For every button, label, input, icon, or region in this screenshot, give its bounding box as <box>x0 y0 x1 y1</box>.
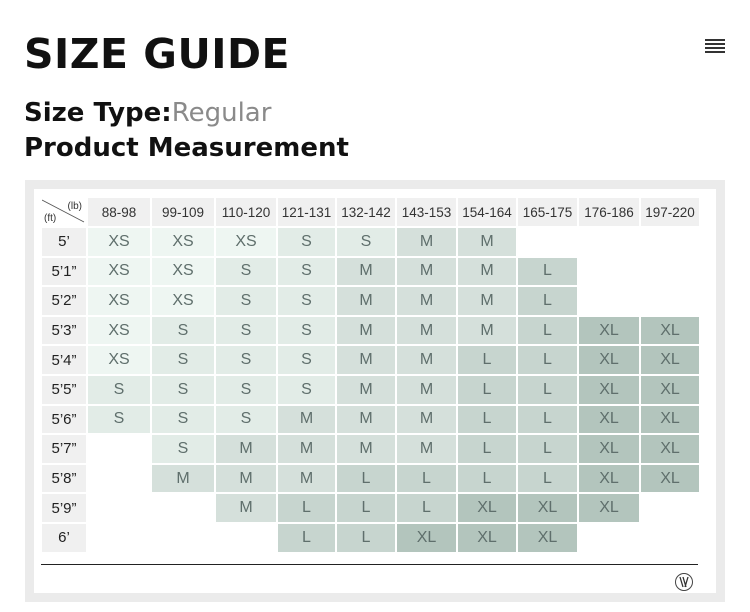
empty-cell <box>88 524 150 552</box>
size-chart-card <box>34 189 716 593</box>
size-cell: M <box>397 258 456 286</box>
empty-cell <box>641 287 699 315</box>
weight-column-header: 154-164 <box>458 198 516 226</box>
size-cell: M <box>337 287 395 315</box>
size-cell: S <box>216 317 276 345</box>
size-cell: XS <box>88 287 150 315</box>
size-cell: S <box>216 406 276 434</box>
empty-cell <box>152 524 214 552</box>
size-cell: XL <box>641 406 699 434</box>
height-row <box>42 287 699 315</box>
size-cell: M <box>278 406 335 434</box>
size-cell: S <box>152 406 214 434</box>
size-cell: L <box>458 406 516 434</box>
empty-cell <box>641 494 699 522</box>
height-label: 5’3” <box>42 317 86 345</box>
size-cell: M <box>397 228 456 256</box>
section-heading: Product Measurement <box>24 133 349 163</box>
size-cell: XS <box>88 258 150 286</box>
empty-cell <box>518 228 577 256</box>
size-cell: XL <box>579 376 639 404</box>
empty-cell <box>88 435 150 463</box>
size-cell: L <box>518 258 577 286</box>
empty-cell <box>88 465 150 493</box>
weight-column-header: 121-131 <box>278 198 335 226</box>
empty-cell <box>152 494 214 522</box>
size-cell: L <box>458 346 516 374</box>
size-cell: S <box>88 376 150 404</box>
size-cell: S <box>278 287 335 315</box>
size-cell: M <box>337 346 395 374</box>
size-cell: L <box>337 524 395 552</box>
size-cell: M <box>397 317 456 345</box>
height-row <box>42 524 699 552</box>
size-cell: XS <box>88 317 150 345</box>
height-row <box>42 228 699 256</box>
size-cell: XL <box>518 494 577 522</box>
size-cell: M <box>397 287 456 315</box>
size-cell: M <box>216 435 276 463</box>
size-cell: M <box>458 317 516 345</box>
empty-cell <box>641 228 699 256</box>
size-cell: L <box>397 465 456 493</box>
empty-cell <box>88 494 150 522</box>
size-cell: M <box>337 435 395 463</box>
size-cell: XL <box>641 435 699 463</box>
empty-cell <box>579 287 639 315</box>
weight-column-header: 110-120 <box>216 198 276 226</box>
size-cell: XS <box>152 258 214 286</box>
size-cell: M <box>278 465 335 493</box>
size-cell: S <box>278 317 335 345</box>
size-cell: S <box>152 376 214 404</box>
size-cell: S <box>278 376 335 404</box>
size-cell: XL <box>579 346 639 374</box>
size-chart-panel <box>25 180 725 602</box>
size-cell: S <box>152 346 214 374</box>
size-type-value: Regular <box>171 98 272 128</box>
size-cell: XS <box>216 228 276 256</box>
size-cell: XL <box>518 524 577 552</box>
size-cell: L <box>397 494 456 522</box>
height-row <box>42 258 699 286</box>
weight-column-header: 88-98 <box>88 198 150 226</box>
size-cell: L <box>278 524 335 552</box>
height-label: 5’2” <box>42 287 86 315</box>
size-cell: XS <box>152 287 214 315</box>
size-cell: S <box>216 258 276 286</box>
size-cell: L <box>278 494 335 522</box>
size-cell: XS <box>152 228 214 256</box>
empty-cell <box>579 524 639 552</box>
height-row <box>42 317 699 345</box>
size-cell: L <box>458 376 516 404</box>
size-cell: M <box>337 317 395 345</box>
size-cell: L <box>458 465 516 493</box>
size-cell: XL <box>579 494 639 522</box>
height-row <box>42 435 699 463</box>
size-cell: XL <box>641 465 699 493</box>
empty-cell <box>641 524 699 552</box>
size-cell: L <box>518 317 577 345</box>
size-cell: XL <box>579 465 639 493</box>
weight-column-header: 132-142 <box>337 198 395 226</box>
size-cell: L <box>458 435 516 463</box>
size-type-line <box>24 96 271 130</box>
size-type-label: Size Type: <box>24 98 172 128</box>
size-cell: M <box>152 465 214 493</box>
size-cell: L <box>518 465 577 493</box>
size-cell: L <box>337 465 395 493</box>
size-cell: M <box>337 376 395 404</box>
height-row <box>42 465 699 493</box>
size-cell: S <box>278 258 335 286</box>
height-row <box>42 376 699 404</box>
size-cell: S <box>278 346 335 374</box>
weight-column-header: 143-153 <box>397 198 456 226</box>
empty-cell <box>579 228 639 256</box>
size-cell: M <box>458 287 516 315</box>
height-row <box>42 346 699 374</box>
size-cell: S <box>152 317 214 345</box>
size-cell: L <box>518 346 577 374</box>
size-cell: L <box>518 287 577 315</box>
height-label: 5’5” <box>42 376 86 404</box>
size-cell: L <box>518 435 577 463</box>
size-cell: M <box>458 258 516 286</box>
height-label: 5’4” <box>42 346 86 374</box>
size-cell: L <box>337 494 395 522</box>
size-cell: M <box>397 435 456 463</box>
size-cell: XL <box>641 317 699 345</box>
size-cell: L <box>518 376 577 404</box>
size-cell: XL <box>579 435 639 463</box>
brand-logo-icon <box>674 572 694 592</box>
hamburger-menu-icon[interactable] <box>705 39 725 53</box>
height-unit-label: (ft) <box>44 213 57 224</box>
height-label: 5’1” <box>42 258 86 286</box>
size-cell: M <box>397 406 456 434</box>
size-cell: M <box>458 228 516 256</box>
weight-column-header: 99-109 <box>152 198 214 226</box>
size-cell: S <box>216 346 276 374</box>
weight-column-header: 197-220 <box>641 198 699 226</box>
size-cell: L <box>518 406 577 434</box>
height-row <box>42 494 699 522</box>
page-title: SIZE GUIDE <box>24 30 291 78</box>
size-cell: M <box>216 494 276 522</box>
weight-unit-label: (lb) <box>67 201 82 212</box>
size-cell: M <box>397 376 456 404</box>
size-cell: M <box>278 435 335 463</box>
size-cell: XS <box>88 346 150 374</box>
size-cell: XL <box>579 406 639 434</box>
height-label: 5’9” <box>42 494 86 522</box>
size-chart-table <box>40 196 701 554</box>
size-cell: M <box>397 346 456 374</box>
height-label: 6’ <box>42 524 86 552</box>
size-cell: M <box>337 406 395 434</box>
height-row <box>42 406 699 434</box>
weight-header-row <box>42 198 699 226</box>
size-cell: M <box>337 258 395 286</box>
size-cell: XL <box>458 494 516 522</box>
empty-cell <box>641 258 699 286</box>
empty-cell <box>216 524 276 552</box>
height-label: 5’6” <box>42 406 86 434</box>
size-cell: XS <box>88 228 150 256</box>
size-cell: XL <box>397 524 456 552</box>
footer-divider <box>41 564 698 565</box>
weight-column-header: 165-175 <box>518 198 577 226</box>
unit-corner-cell <box>42 198 86 226</box>
height-label: 5’7” <box>42 435 86 463</box>
size-cell: S <box>216 287 276 315</box>
height-label: 5’8” <box>42 465 86 493</box>
size-cell: S <box>278 228 335 256</box>
size-cell: M <box>216 465 276 493</box>
size-cell: XL <box>579 317 639 345</box>
size-cell: XL <box>641 376 699 404</box>
size-cell: S <box>152 435 214 463</box>
height-label: 5’ <box>42 228 86 256</box>
empty-cell <box>579 258 639 286</box>
size-cell: XL <box>458 524 516 552</box>
size-cell: S <box>216 376 276 404</box>
size-cell: XL <box>641 346 699 374</box>
weight-column-header: 176-186 <box>579 198 639 226</box>
size-cell: S <box>88 406 150 434</box>
size-cell: S <box>337 228 395 256</box>
